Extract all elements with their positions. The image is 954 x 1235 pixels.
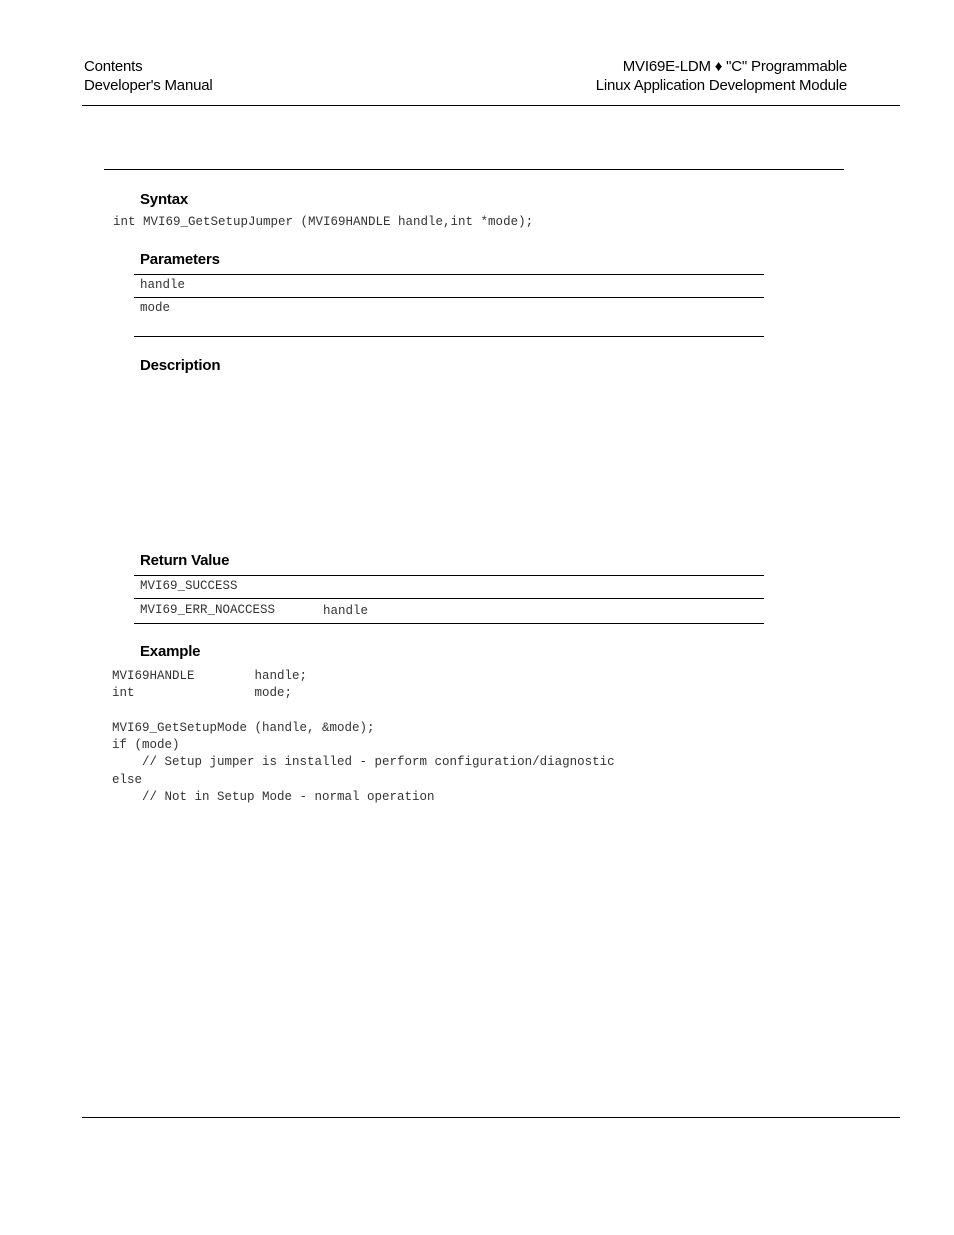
header-manual-title: Developer's Manual — [84, 77, 213, 94]
parameter-name-mode: mode — [140, 301, 171, 315]
header-section-title: Contents — [84, 58, 143, 75]
return-value-heading: Return Value — [140, 552, 230, 569]
header-rule — [82, 105, 900, 106]
syntax-heading: Syntax — [140, 191, 188, 208]
parameters-table-top-rule — [134, 274, 764, 275]
function-top-rule — [104, 169, 844, 170]
return-row-divider — [134, 598, 764, 599]
return-table-top-rule — [134, 575, 764, 576]
parameters-table-bottom-rule — [134, 336, 764, 337]
parameter-name-handle: handle — [140, 278, 186, 292]
return-table-bottom-rule — [134, 623, 764, 624]
footer-rule — [82, 1117, 900, 1118]
header-right — [596, 57, 847, 95]
return-desc-noaccess: handle — [323, 604, 369, 618]
header-product-subtitle: Linux Application Development Module — [595, 77, 847, 94]
description-heading: Description — [140, 357, 221, 374]
example-code: MVI69HANDLE handle; int mode; MVI69_GetSetupMode (handle, &mode); if (mode) // Setup jumper is installed - perform configuration/diagnostic else // Not in Setup Mode - normal operation — [112, 669, 615, 805]
syntax-code: int MVI69_GetSetupJumper (MVI69HANDLE handle,int *mode); — [113, 215, 534, 229]
return-code-noaccess: MVI69_ERR_NOACCESS — [140, 603, 276, 617]
parameters-heading: Parameters — [140, 251, 220, 268]
header-left — [84, 57, 213, 95]
example-heading: Example — [140, 643, 201, 660]
return-code-success: MVI69_SUCCESS — [140, 579, 238, 593]
parameters-row-divider — [134, 297, 764, 298]
header-product-title: MVI69E-LDM ♦ "C" Programmable — [622, 58, 847, 75]
